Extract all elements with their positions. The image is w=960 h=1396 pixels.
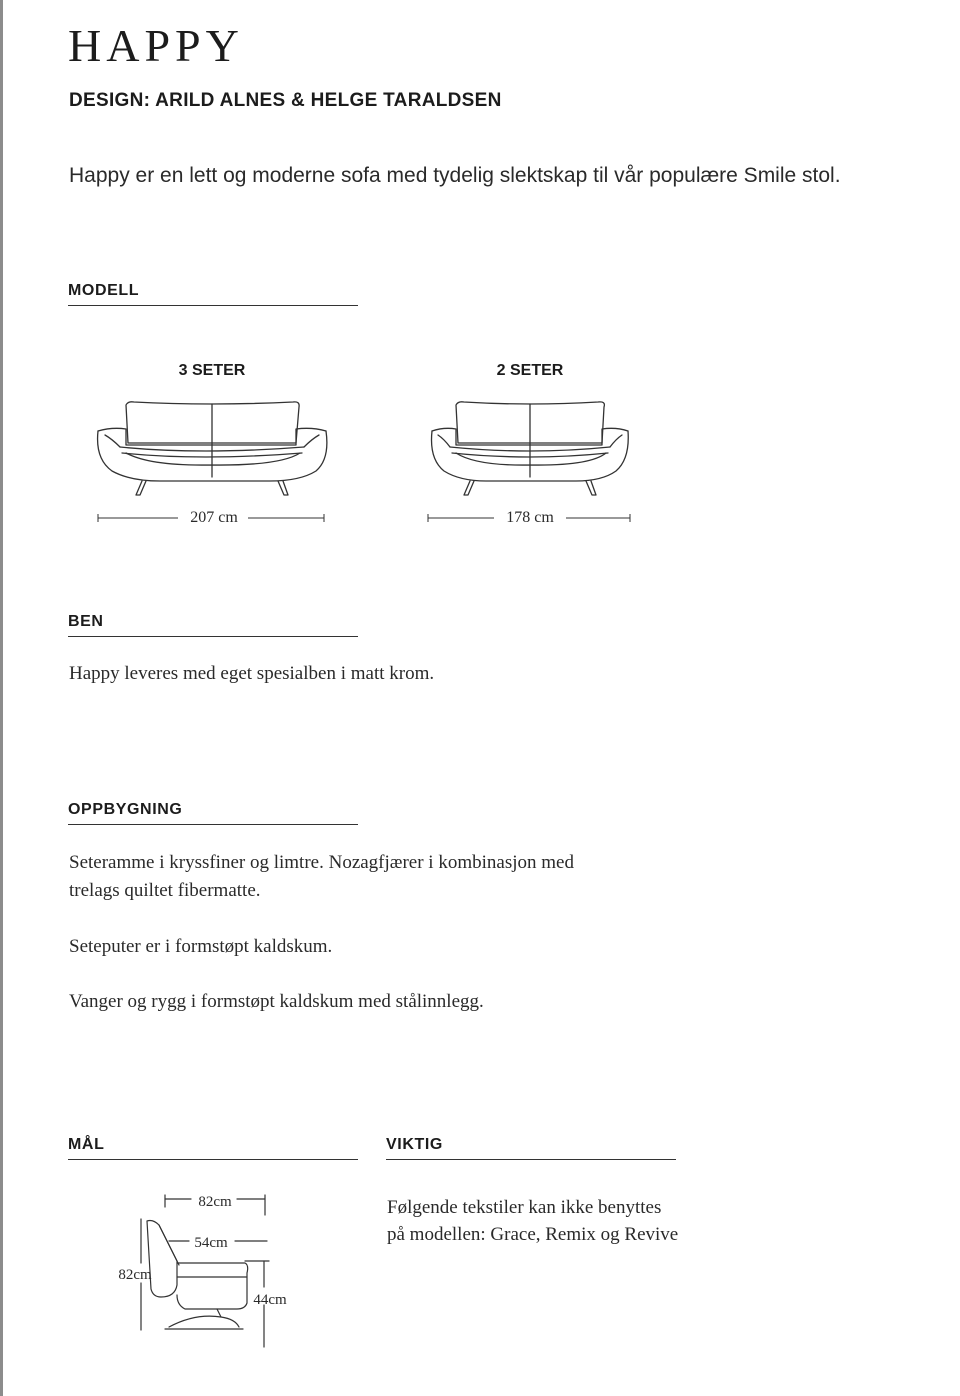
product-title: HAPPY [68,20,244,71]
section-heading-maal: MÅL [68,1136,358,1160]
height-label: 82cm [118,1267,152,1283]
oppbygning-line-1: Seteramme i kryssfiner og limtre. Nozagfjærer i kombinasjon med [69,852,574,873]
intro-text: Happy er en lett og moderne sofa med tydelig slektskap til vår populære Smile stol. [69,164,841,187]
model-label-2-seter: 2 SETER [496,362,564,379]
section-heading-viktig: VIKTIG [386,1136,676,1160]
section-heading-ben: BEN [68,613,358,637]
page-edge [0,0,3,1396]
seat-height-label: 44cm [253,1292,287,1308]
oppbygning-line-2: trelags quiltet fibermatte. [69,880,261,901]
section-heading-oppbygning: OPPBYGNING [68,801,358,825]
dimension-drawing [105,1185,305,1355]
seat-depth-label: 54cm [194,1235,228,1251]
viktig-line-2: på modellen: Grace, Remix og Revive [387,1224,679,1245]
oppbygning-line-4: Vanger og rygg i formstøpt kaldskum med stålinnlegg. [69,991,484,1012]
viktig-line-1: Følgende tekstiler kan ikke benyttes [387,1197,662,1218]
section-heading-modell: MODELL [68,282,358,306]
model-label-3-seter: 3 SETER [178,362,246,379]
width-2-seter: 178 cm [506,509,554,526]
oppbygning-line-3: Seteputer er i formstøpt kaldskum. [69,936,333,957]
depth-label: 82cm [198,1194,232,1210]
designer-credit: DESIGN: ARILD ALNES & HELGE TARALDSEN [69,90,502,111]
width-3-seter: 207 cm [190,509,238,526]
ben-text: Happy leveres med eget spesialben i matt krom. [69,663,435,684]
